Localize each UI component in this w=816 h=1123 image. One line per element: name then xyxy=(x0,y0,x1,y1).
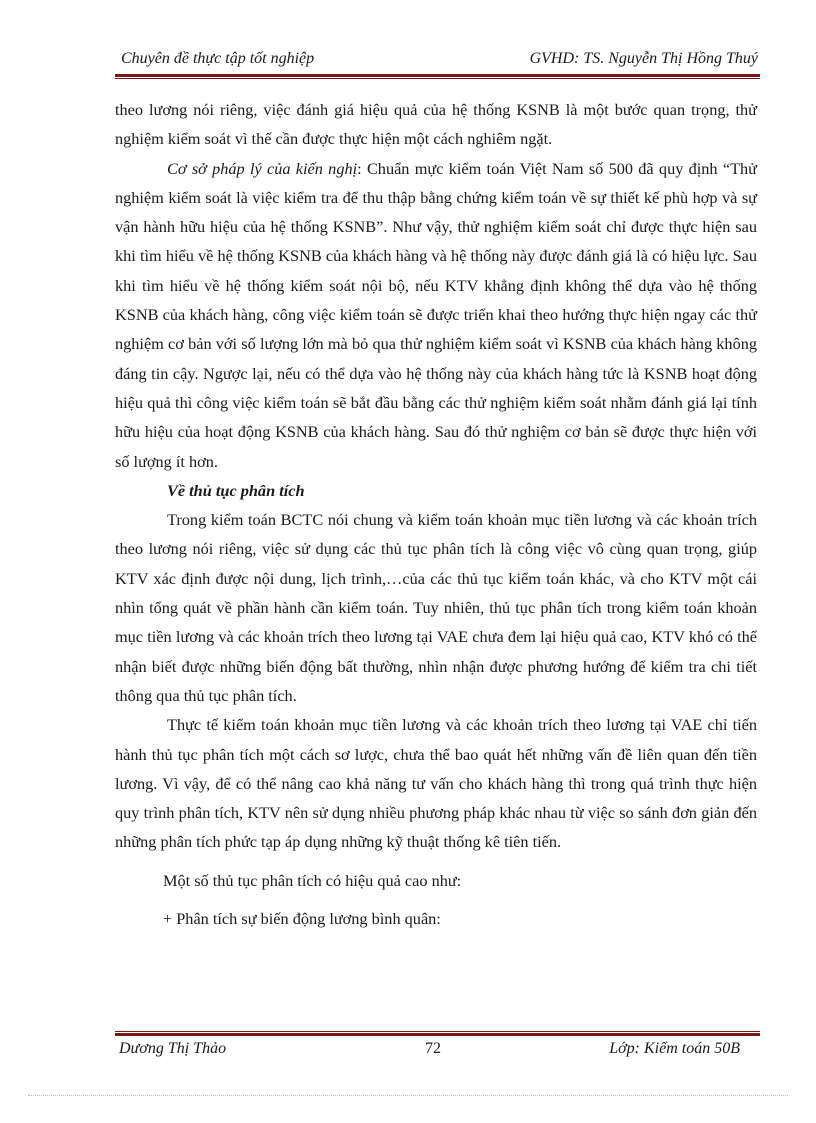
section-heading: Về thủ tục phân tích xyxy=(167,480,305,500)
page-footer xyxy=(115,1040,760,1066)
paragraph-2 xyxy=(115,154,757,476)
footer-rule-thin xyxy=(115,1031,760,1032)
paragraph-1: theo lương nói riêng, việc đánh giá hiệu quả của hệ thống KSNB là một bước quan trọng, thử nghiệm kiểm soát vì thế cần được thực hiện một cách nghiêm ngặt. xyxy=(115,100,757,149)
paragraph-2-text: : Chuẩn mực kiểm toán Việt Nam số 500 đã quy định “Thử nghiệm kiểm soát là việc kiểm tra để thu thập bằng chứng kiểm toán về sự thiết kế phù hợp và sự vận hành hữu hiệu của hệ thống KSNB”. Như vậy, thử nghiệm kiểm soát chỉ được thực hiện sau khi tìm hiểu về hệ thống KSNB của khách hàng và hệ thống này được đánh giá là có hiệu lực. Sau khi tìm hiểu về hệ thống kiểm soát nội bộ, nếu KTV khẳng định không thể dựa vào hệ thống KSNB của khách hàng, công việc kiểm toán sẽ được triển khai theo hướng thực hiện ngay các thử nghiệm cơ bản với số lượng lớn mà bỏ qua thử nghiệm kiểm soát vì KSNB của khách hàng không đáng tin cậy. Ngược lại, nếu có thể dựa vào hệ thống này của khách hàng tức là KSNB hoạt động hiệu quả thì công việc kiểm toán sẽ bắt đầu bằng các thử nghiệm kiểm soát nhằm đánh giá lại tính hữu hiệu của hoạt động KSNB của khách hàng. Sau đó thử nghiệm cơ bản sẽ được thực hiện với số lượng ít hơn. xyxy=(115,158,757,471)
footer-rule-thick xyxy=(115,1033,760,1036)
paragraph-2-lead: Cơ sở pháp lý của kiến nghị xyxy=(167,158,358,178)
page-number: 72 xyxy=(425,1040,441,1057)
paragraph-3: Trong kiểm toán BCTC nói chung và kiểm toán khoản mục tiền lương và các khoản trích theo lương nói riêng, việc sử dụng các thủ tục phân tích là công việc vô cùng quan trọng, giúp KTV xác định được nội dung, lịch trình,…của các thủ tục kiểm toán khác, và cho KTV một cái nhìn tổng quát về phần hành cần kiểm toán. Tuy nhiên, thủ tục phân tích trong kiểm toán khoản mục tiền lương và các khoản trích theo lương tại VAE chưa đem lại hiệu quả cao, KTV khó có thể nhận biết được những biến động bất thường, nhìn nhận được phương hướng để kiểm tra chi tiết thông qua thủ tục phân tích. xyxy=(115,510,757,705)
paragraph-6: + Phân tích sự biến động lương bình quân: xyxy=(163,909,441,929)
footer-author: Dương Thị Thảo xyxy=(119,1040,227,1057)
paragraph-5: Một số thủ tục phân tích có hiệu quả cao như: xyxy=(163,870,462,890)
footer-class: Lớp: Kiểm toán 50B xyxy=(609,1040,740,1057)
page-body xyxy=(115,95,757,933)
header-advisor: GVHD: TS. Nguyễn Thị Hồng Thuý xyxy=(529,50,758,67)
header-rule-thick xyxy=(115,74,760,77)
page-header xyxy=(115,46,760,76)
paragraph-4: Thực tế kiểm toán khoản mục tiền lương và các khoản trích theo lương tại VAE chỉ tiến hành thủ tục phân tích một cách sơ lược, chưa thể bao quát hết những vấn đề liên quan đến tiền lương. Vì vậy, để có thể nâng cao khả năng tư vấn cho khách hàng thì trong quá trình thực hiện quy trình phân tích, KTV nên sử dụng nhiều phương pháp khác nhau từ việc so sánh đơn giản đến những phân tích phức tạp áp dụng những kỹ thuật thống kê tiên tiến. xyxy=(115,715,757,852)
header-rule-thin xyxy=(115,78,760,79)
page-edge xyxy=(28,1095,788,1096)
header-title: Chuyên đề thực tập tốt nghiệp xyxy=(121,50,315,67)
